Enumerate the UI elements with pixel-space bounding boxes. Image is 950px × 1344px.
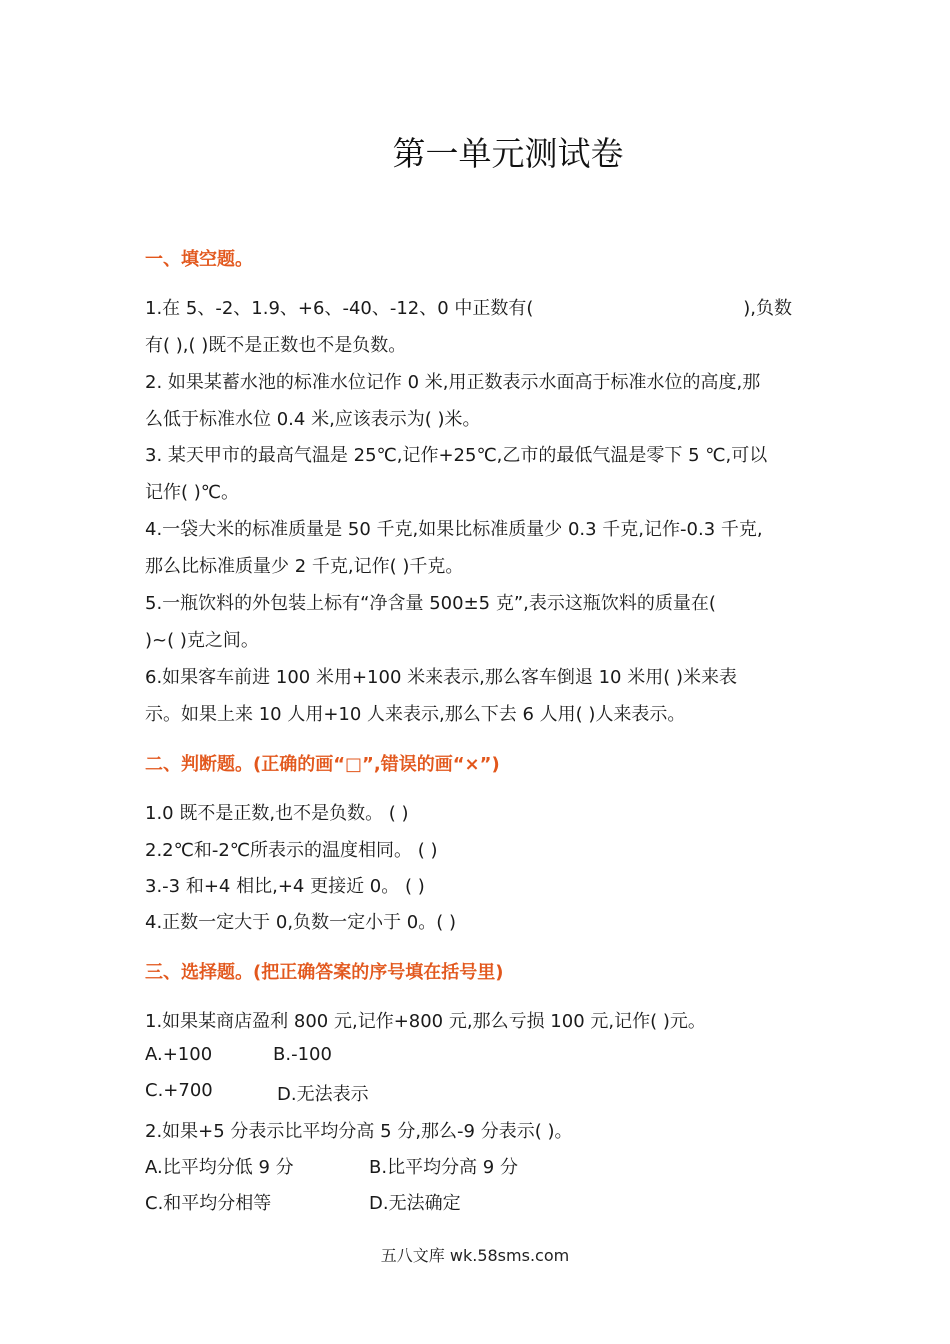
- fill-question-5-line-1: 5.一瓶饮料的外包装上标有“净含量 500±5 克”,表示这瓶饮料的质量在(: [145, 593, 716, 614]
- footer-watermark: 五八文库 wk.58sms.com: [380, 1246, 570, 1265]
- fill-question-2-line-2: 么低于标准水位 0.4 米,应该表示为( )米。: [145, 409, 481, 430]
- choice-1-option-a: A.+100: [145, 1044, 213, 1065]
- judge-question-3: 3.-3 和+4 相比,+4 更接近 0。 ( ): [145, 876, 425, 897]
- fill-question-1-line-1-end: ),负数: [743, 298, 792, 319]
- fill-question-4-line-2: 那么比标准质量少 2 千克,记作( )千克。: [145, 556, 464, 577]
- choice-question-1: 1.如果某商店盈利 800 元,记作+800 元,那么亏损 100 元,记作( )元。: [145, 1011, 706, 1032]
- fill-question-6-line-2: 示。如果上来 10 人用+10 人来表示,那么下去 6 人用( )人来表示。: [145, 704, 686, 725]
- choice-2-option-b: B.比平均分高 9 分: [369, 1157, 518, 1178]
- section-heading-true-false: 二、判断题。(正确的画“□”,错误的画“×”): [145, 754, 500, 775]
- choice-1-option-d: D.无法表示: [277, 1084, 369, 1105]
- fill-question-1-line-1: 1.在 5、-2、1.9、+6、-40、-12、0 中正数有(: [145, 298, 534, 319]
- judge-question-2: 2.2℃和-2℃所表示的温度相同。 ( ): [145, 840, 438, 861]
- section-heading-multiple-choice: 三、选择题。(把正确答案的序号填在括号里): [145, 962, 504, 983]
- choice-1-option-c: C.+700: [145, 1080, 213, 1101]
- fill-question-3-line-1: 3. 某天甲市的最高气温是 25℃,记作+25℃,乙市的最低气温是零下 5 ℃,可以: [145, 445, 768, 466]
- fill-question-3-line-2: 记作( )℃。: [145, 482, 239, 503]
- fill-question-6-line-1: 6.如果客车前进 100 米用+100 米来表示,那么客车倒退 10 米用( )米来表: [145, 667, 737, 688]
- choice-2-option-c: C.和平均分相等: [145, 1193, 272, 1214]
- fill-question-1-line-2: 有( ),( )既不是正数也不是负数。: [145, 335, 407, 356]
- fill-question-5-line-2: )~( )克之间。: [145, 630, 259, 651]
- judge-question-4: 4.正数一定大于 0,负数一定小于 0。( ): [145, 912, 457, 933]
- judge-question-1: 1.0 既不是正数,也不是负数。 ( ): [145, 803, 409, 824]
- choice-2-option-d: D.无法确定: [369, 1193, 461, 1214]
- choice-1-option-b: B.-100: [273, 1044, 332, 1065]
- choice-2-option-a: A.比平均分低 9 分: [145, 1157, 294, 1178]
- fill-question-2-line-1: 2. 如果某蓄水池的标准水位记作 0 米,用正数表示水面高于标准水位的高度,那: [145, 372, 761, 393]
- section-heading-fill-blank: 一、填空题。: [145, 249, 253, 270]
- fill-question-4-line-1: 4.一袋大米的标准质量是 50 千克,如果比标准质量少 0.3 千克,记作-0.3 千克,: [145, 519, 763, 540]
- choice-question-2: 2.如果+5 分表示比平均分高 5 分,那么-9 分表示( )。: [145, 1121, 573, 1142]
- page-title: 第一单元测试卷: [392, 134, 624, 173]
